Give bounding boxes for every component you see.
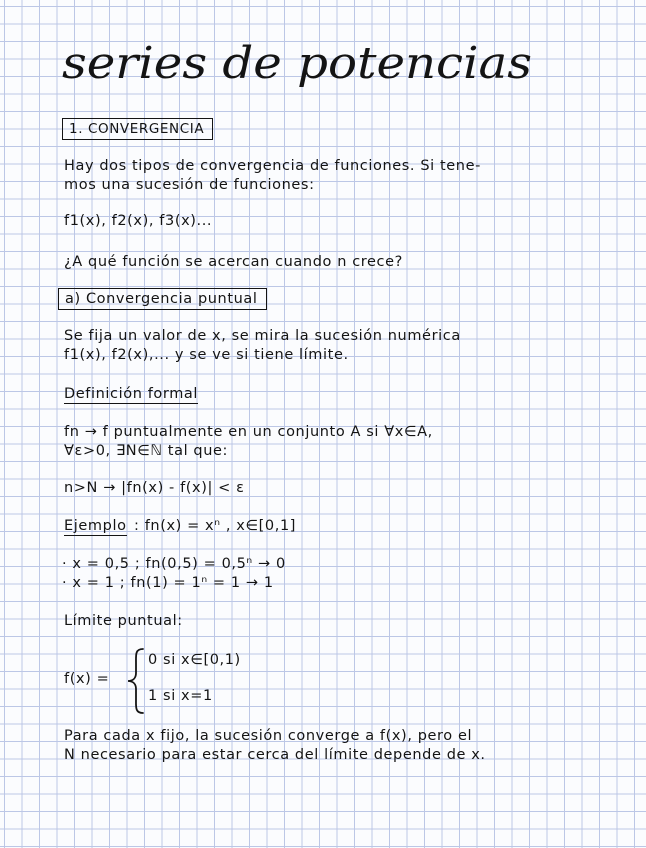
intro-line-2: mos una sucesión de funciones:	[64, 177, 315, 193]
example-case-1: · x = 0,5 ; fn(0,5) = 0,5ⁿ → 0	[62, 556, 286, 572]
piecewise-lhs: f(x) =	[64, 671, 110, 687]
definition-line-3: n>N → |fn(x) - f(x)| < ε	[64, 480, 245, 496]
explain-line-2: f1(x), f2(x),... y se ve si tiene límite.	[64, 347, 349, 363]
definition-label: Definición formal	[64, 386, 199, 402]
definition-line-2: ∀ε>0, ∃N∈ℕ tal que:	[64, 443, 229, 459]
definition-line-1: fn → f puntualmente en un conjunto A si ∀x∈A,	[64, 424, 433, 440]
piecewise-case-bottom: 1 si x=1	[148, 688, 213, 704]
limit-label: Límite puntual:	[64, 613, 183, 629]
subsection-heading: a) Convergencia puntual	[58, 288, 267, 310]
conclusion-line-1: Para cada x fijo, la sucesión converge a f(x), pero el	[64, 728, 473, 744]
function-sequence: f1(x), f2(x), f3(x)...	[64, 213, 213, 229]
example-label: Ejemplo	[64, 518, 127, 534]
curly-brace-icon	[126, 647, 146, 715]
conclusion-line-2: N necesario para estar cerca del límite depende de x.	[64, 747, 486, 763]
explain-line-1: Se fija un valor de x, se mira la sucesión numérica	[64, 328, 461, 344]
intro-line-1: Hay dos tipos de convergencia de funciones. Si tene-	[64, 158, 481, 174]
example-case-2: · x = 1 ; fn(1) = 1ⁿ = 1 → 1	[62, 575, 274, 591]
page-title	[62, 30, 542, 96]
piecewise-case-top: 0 si x∈[0,1)	[148, 652, 241, 668]
question-text: ¿A qué función se acercan cuando n crece?	[64, 254, 403, 270]
example-formula: : fn(x) = xⁿ , x∈[0,1]	[134, 518, 297, 534]
page-title-text: series de potencias	[62, 38, 532, 89]
section-heading: 1. CONVERGENCIA	[62, 118, 213, 140]
